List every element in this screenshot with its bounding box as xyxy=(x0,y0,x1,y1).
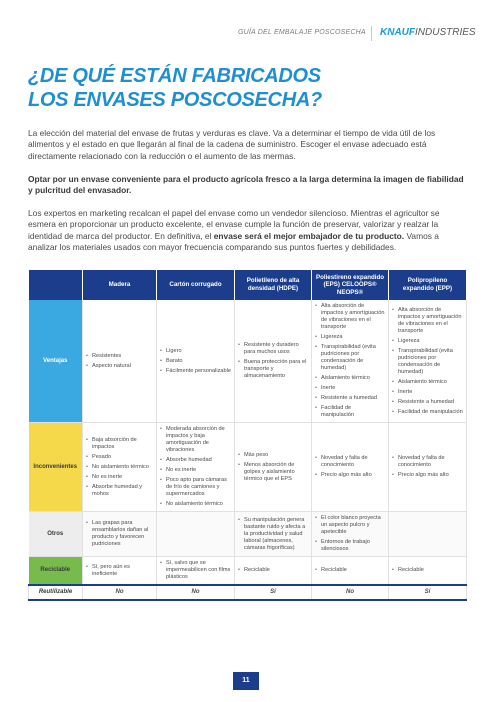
list-item: • Reciclable xyxy=(392,567,463,574)
row-label-reciclable: Reciclable xyxy=(29,557,83,586)
column-header-carton: Cartón corrugado xyxy=(157,270,235,300)
column-header-eps: Poliestireno expandido (EPS) CELOOPS® NEOPS® xyxy=(312,270,389,300)
table-cell: Sí xyxy=(389,585,467,600)
knauf-industries-logo: KNAUFINDUSTRIES xyxy=(380,27,476,38)
list-item: • Su manipulación genera bastante ruido y afecta a la productividad y salud laboral (almacenes, cámaras frigoríficas) xyxy=(238,517,308,552)
cell-bullet-list xyxy=(160,426,231,508)
page-title xyxy=(28,64,468,112)
list-item: • Ligereza xyxy=(392,338,463,345)
list-item: • Resistente a humedad xyxy=(392,399,463,406)
list-item: • Las grapas para ensamblarlos dañan al producto y favorecen pudriciones xyxy=(86,520,153,548)
table-row-otros xyxy=(29,512,467,557)
header-title: GUÍA DEL EMBALAJE POSCOSECHA xyxy=(238,29,366,36)
list-item: • No es inerte xyxy=(86,474,153,481)
column-header-hdpe: Polietileno de alta densidad (HDPE) xyxy=(235,270,312,300)
list-item: • Resistentes xyxy=(86,353,153,360)
table-cell: No xyxy=(83,585,157,600)
list-item: • Menos absorción de golpes y aislamiento térmico que el EPS xyxy=(238,462,308,483)
cell-bullet-list xyxy=(315,515,385,553)
list-item: • Novedad y falta de conocimiento xyxy=(315,455,385,469)
cell-bullet-list xyxy=(315,567,385,574)
cell-bullet-list xyxy=(160,348,231,375)
table-cell xyxy=(389,423,467,512)
table-cell: No xyxy=(157,585,235,600)
highlight-paragraph: Optar por un envase conveniente para el producto agrícola fresco a la larga determina la imagen de fiabilidad y pulcritud del envasador. xyxy=(28,174,464,196)
materials-comparison-table xyxy=(28,270,467,601)
list-item: • Baja absorción de impactos xyxy=(86,437,153,451)
table-row-inconvenientes xyxy=(29,423,467,512)
table-cell xyxy=(235,300,312,423)
cell-bullet-list xyxy=(238,452,308,483)
list-item: • No aislamiento térmico xyxy=(160,501,231,508)
cell-bullet-list xyxy=(86,564,153,578)
list-item: • Aislamiento térmico xyxy=(315,375,385,382)
table-cell xyxy=(83,423,157,512)
cell-bullet-list xyxy=(238,517,308,552)
list-item: • Moderada absorción de impactos y baja amortiguación de vibraciones xyxy=(160,426,231,454)
table-cell xyxy=(389,557,467,586)
list-item: • No aislamiento térmico xyxy=(86,464,153,471)
table-header-row xyxy=(29,270,467,300)
list-item: • Novedad y falta de conocimiento xyxy=(392,455,463,469)
page-title-line2: LOS ENVASES POSCOSECHA? xyxy=(28,89,322,111)
table-row-reutilizable xyxy=(29,585,467,600)
header-divider xyxy=(371,26,372,41)
cell-bullet-list xyxy=(86,520,153,548)
row-label-ventajas: Ventajas xyxy=(29,300,83,423)
list-item: • Sí, salvo que se impermeabilicen con films plásticos xyxy=(160,560,231,581)
table-cell xyxy=(312,557,389,586)
list-item: • Entornos de trabajo silenciosos xyxy=(315,539,385,553)
column-header-madera: Madera xyxy=(83,270,157,300)
list-item: • Alta absorción de impactos y amortiguación de vibraciones en el transporte xyxy=(315,303,385,331)
list-item: • Ligereza xyxy=(315,334,385,341)
cell-bullet-list xyxy=(315,303,385,419)
list-item: • Absorbe humedad xyxy=(160,457,231,464)
table-cell xyxy=(235,557,312,586)
list-item: • Facilidad de manipulación xyxy=(392,409,463,416)
list-item: • Poco apto para cámaras de frío de camiones y supermercados xyxy=(160,477,231,498)
list-item: • Pesado xyxy=(86,454,153,461)
list-item: • Ligero xyxy=(160,348,231,355)
list-item: • El color blanco proyecta un aspecto pulcro y apetecible xyxy=(315,515,385,536)
cell-bullet-list xyxy=(160,560,231,581)
cell-bullet-list xyxy=(392,567,463,574)
table-cell xyxy=(235,423,312,512)
cell-bullet-list xyxy=(86,353,153,370)
page-title-line1: ¿DE QUÉ ESTÁN FABRICADOS xyxy=(28,65,321,87)
table-cell xyxy=(157,557,235,586)
list-item: • Inerte xyxy=(392,389,463,396)
list-item: • Facilidad de manipulación xyxy=(315,405,385,419)
list-item: • Fácilmente personalizable xyxy=(160,368,231,375)
page-header xyxy=(0,24,493,44)
list-item: • Reciclable xyxy=(315,567,385,574)
table-cell xyxy=(83,300,157,423)
cell-bullet-list xyxy=(238,342,308,380)
table-cell xyxy=(235,512,312,557)
list-item: • Sí, pero aún es ineficiente xyxy=(86,564,153,578)
list-item: • Transpirabilidad (evita pudriciones por condensación de humedad) xyxy=(392,348,463,376)
table-cell xyxy=(312,423,389,512)
table-cell xyxy=(389,300,467,423)
table-row-reciclable xyxy=(29,557,467,586)
list-item: • Aislamiento térmico xyxy=(392,379,463,386)
table-cell: Sí xyxy=(235,585,312,600)
list-item: • Aspecto natural xyxy=(86,363,153,370)
page-number: 11 xyxy=(233,672,259,690)
row-label-reutilizable: Reutilizable xyxy=(29,585,83,600)
table-cell xyxy=(157,423,235,512)
table-header-corner xyxy=(29,270,83,300)
table-cell xyxy=(157,512,235,557)
table-cell: No xyxy=(312,585,389,600)
intro-paragraph: La elección del material del envase de frutas y verduras es clave. Va a determinar el tiempo de vida útil de los alimentos y el estado en que llegarán al final de la cadena de suministro. Escoger el envase adecuado está directamente relacionado con la reducción o el aumento de las mermas. xyxy=(28,128,436,161)
cell-bullet-list xyxy=(238,567,308,574)
list-item: • Resistente y duradero para muchos usos xyxy=(238,342,308,356)
column-header-epp: Polipropileno expandido (EPP) xyxy=(389,270,467,300)
list-item: • Absorbe humedad y mohos xyxy=(86,484,153,498)
table-cell xyxy=(83,557,157,586)
list-item: • Barato xyxy=(160,358,231,365)
list-item: • Buena protección para el transporte y almacenamiento xyxy=(238,359,308,380)
list-item: • Más peso xyxy=(238,452,308,459)
cell-bullet-list xyxy=(315,455,385,479)
list-item: • Inerte xyxy=(315,385,385,392)
cell-bullet-list xyxy=(86,437,153,498)
list-item: • Alta absorción de impactos y amortiguación de vibraciones en el transporte xyxy=(392,307,463,335)
table-cell xyxy=(389,512,467,557)
row-label-otros: Otros xyxy=(29,512,83,557)
table-cell xyxy=(312,300,389,423)
cell-bullet-list xyxy=(392,307,463,416)
cell-bullet-list xyxy=(392,455,463,479)
list-item: • Precio algo más alto xyxy=(315,472,385,479)
list-item: • Precio algo más alto xyxy=(392,472,463,479)
table-cell xyxy=(312,512,389,557)
marketing-paragraph: Los expertos en marketing recalcan el papel del envase como un vendedor silencioso. Mientras el agricultor se esmera en proporcionar un producto excelente, el envase cumple la función de preservar, valorizar y realzar la identidad de marca del productor. En definitiva, el envase será el mejor embajador de tu producto. Vamos a analizar los materiales usados con mayor frecuencia comparando sus puntos fuertes y debilidades. xyxy=(28,208,440,253)
table-row-ventajas xyxy=(29,300,467,423)
table-cell xyxy=(157,300,235,423)
table-cell xyxy=(83,512,157,557)
list-item: • Transpirabilidad (evita pudriciones por condensación de humedad) xyxy=(315,344,385,372)
list-item: • Reciclable xyxy=(238,567,308,574)
row-label-inconvenientes: Inconvenientes xyxy=(29,423,83,512)
list-item: • No es inerte xyxy=(160,467,231,474)
list-item: • Resistente a humedad xyxy=(315,395,385,402)
